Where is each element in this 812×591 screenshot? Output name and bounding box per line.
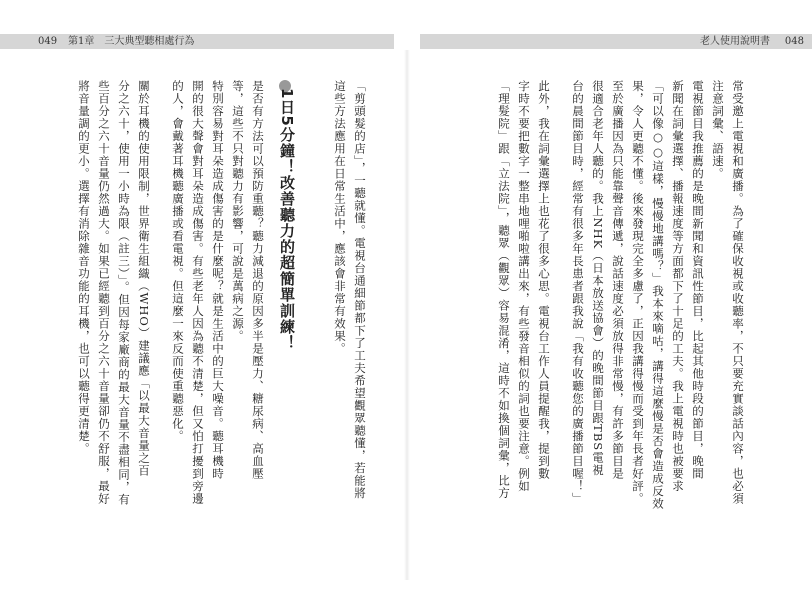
text-column: 是否有方法可以預防重聽？聽力減退的原因多半是壓力、糖尿病、高血壓 (251, 80, 265, 480)
text-column: 此外，我在詞彙選擇上也花了很多心思。電視台工作人員提醒我，提到數 (537, 80, 551, 480)
text-column: 分之六十，使用一小時為限（註三）」。但因每家廠商的最大音量不盡相同，有 (117, 80, 131, 506)
text-column: 台的晨間節目時，經常有很多年長患者跟我說「我有收聽您的廣播節目喔！」 (571, 80, 585, 505)
text-column: 關於耳機的使用限制，世界衛生組織（WHO）建議應「以最大音量之百 (137, 80, 151, 477)
text-column: 將音量調的更小。選擇有消除雜音功能的耳機，也可以聽得更清楚。 (77, 80, 91, 455)
text-column: 電視節目我推薦的是晚間新聞和資訊性節目，比起其他時段的節目，晚間 (691, 80, 705, 480)
text-column: 特別容易對耳朵造成傷害的是什麼呢？就是生活中的巨大噪音。聽耳機時 (211, 80, 225, 480)
book-gutter (404, 50, 410, 580)
text-column: 「剪頭髮的店」，一聽就懂。電視台通細節都下了工夫希望觀眾聽懂，若能將 (353, 80, 367, 500)
text-column: 新聞在詞彙選擇、播報速度等方面都下了十足的工夫。我上電視時也被要求 (671, 80, 685, 493)
text-column: 至於廣播因為只能靠聲音傳遞，說話速度必須放得非常慢，有許多節目是 (611, 80, 625, 480)
left-page-number: 049 (38, 36, 58, 47)
text-column: 些百分之六十音量仍然過大。如果已經聽到百分之六十音量卻仍不舒服，最好 (97, 80, 111, 505)
text-column: 等，這些不只對聽力有影響，可說是萬病之源。 (231, 80, 245, 343)
text-column: 「理髮院」跟「立法院」，聽眾（觀眾）容易混淆，這時不如換個詞彙，比方 (497, 80, 511, 500)
left-page-header (0, 34, 394, 49)
left-chapter-title: 第1章 三大典型聽相處行為 (68, 36, 195, 47)
section-heading: 1日5分鐘！改善聽力的超簡單訓練！ (278, 88, 296, 351)
text-column: 開的很大聲會對耳朵造成傷害。有些老年人因為聽不清楚，但又怕打擾到旁邊 (191, 80, 205, 505)
text-column: 這些方法應用在日常生活中，應該會非常有效果。 (333, 80, 347, 355)
text-column: 果，令人更聽不懂。後來發現完全多慮了，正因我講得慢而受到年長者好評。 (631, 80, 645, 505)
right-page-number: 048 (784, 36, 804, 47)
text-column: 「可以像○○這樣，慢慢地講嗎？」我本來嘀咕，講得這麼慢是否會造成反效 (651, 80, 665, 510)
text-column: 的人，會戴著耳機聽廣播或看電視。但這麼一來反而使重聽惡化。 (171, 80, 185, 443)
right-page-header (420, 34, 812, 49)
text-column: 很適合老年人聽的。我上NHK（日本放送協會）的晚間節目跟TBS電視 (591, 80, 605, 477)
text-column: 注意詞彙、語速。 (711, 80, 725, 180)
text-column: 字時不要把數字一整串地哩啪啦講出來，有些發音相似的詞也要注意。例如 (517, 80, 531, 493)
text-column: 常受邀上電視和廣播。為了確保收視或收聽率，不只要充實談話內容，也必須 (731, 80, 745, 505)
right-book-title: 老人使用說明書 (700, 36, 770, 47)
